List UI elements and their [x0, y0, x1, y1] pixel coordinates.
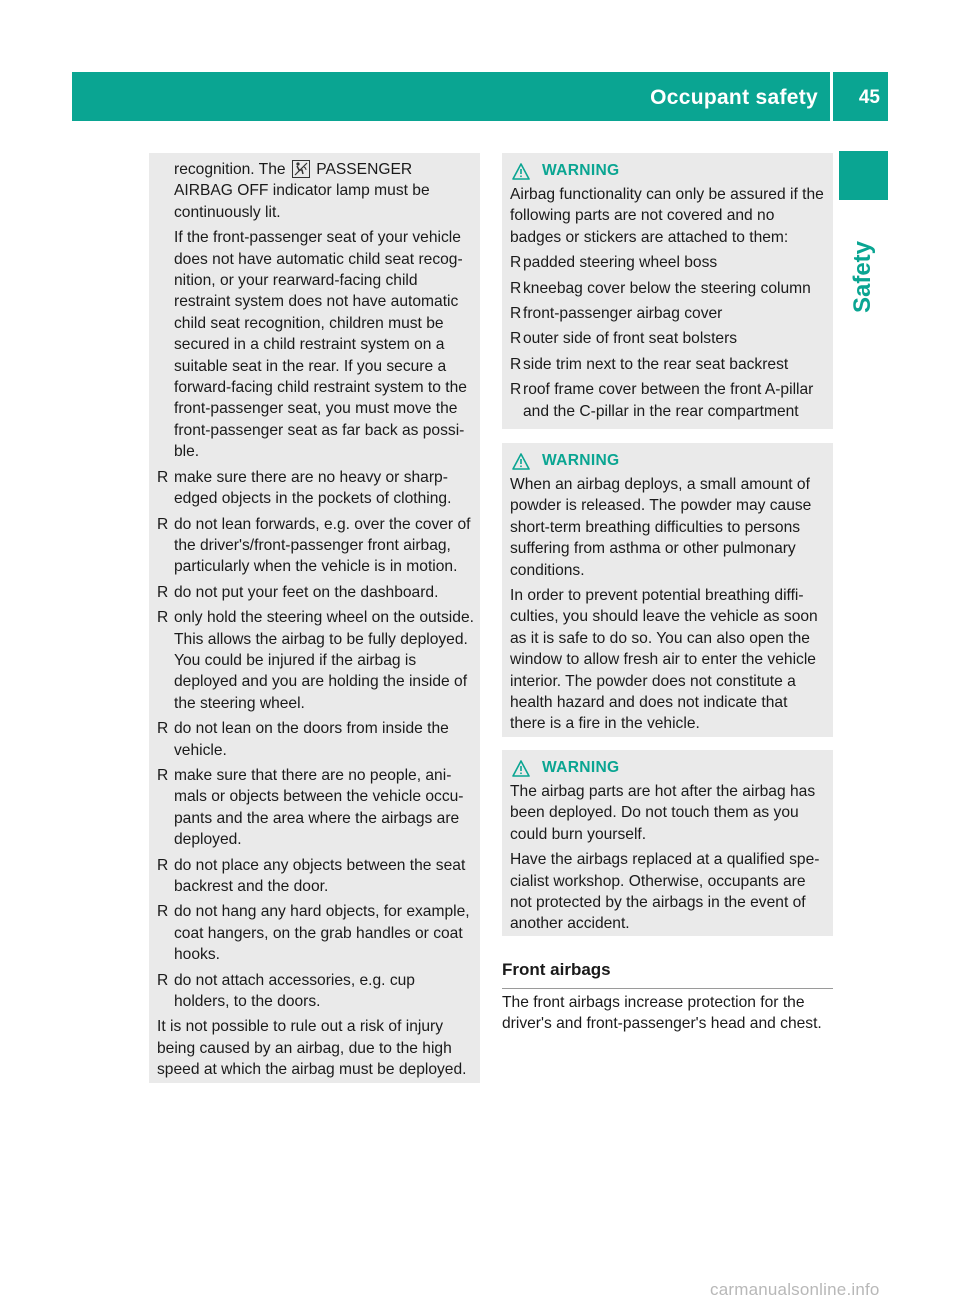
list-item — [510, 328, 825, 349]
list-item — [510, 278, 825, 299]
rear-seat-paragraph: If the front-passenger seat of your vehicle does not have automatic child seat recog-nition, or your rearward-facing child restraint system does not have automatic child seat recognition, children must be secured in a child restraint system on a suitable seat in the rear. If you secure a forward-facing child restraint system to the front-passenger seat, you must move the front-passenger seat as far back as possi-ble. — [174, 229, 467, 461]
warning-box — [502, 750, 833, 936]
warning-text: In order to prevent potential breathing diffi-culties, you should leave the vehicle as soon as it is safe to do so. You can also open the window to allow fresh air to enter the vehicle interior. The powder does not constitute a health hazard and does not indicate that there is a fire in the vehicle. — [510, 587, 818, 733]
list-item-text: roof frame cover between the front A-pillar and the C-pillar in the rear compartment — [523, 381, 814, 420]
warning-text: When an airbag deploys, a small amount of powder is released. The powder may cause short-term breathing difficulties to persons suffering from asthma or other pulmonary conditions. — [510, 476, 812, 579]
bullet-glyph: R — [510, 254, 522, 272]
bullet-glyph: R — [157, 468, 169, 486]
list-item-text: make sure that there are no people, ani-mals or objects between the vehicle occu-pants and the area where the airbags are deployed. — [174, 766, 464, 849]
warning-header — [510, 758, 825, 778]
list-item — [157, 607, 474, 714]
list-item — [157, 970, 474, 1013]
list-item — [510, 354, 825, 375]
list-item-text: do not lean forwards, e.g. over the cover of the driver's/front-passenger front airbag, particularly when the vehicle is in motion. — [174, 515, 471, 576]
list-item — [157, 855, 474, 898]
bullet-glyph: R — [510, 305, 522, 323]
list-item-text: do not lean on the doors from inside the vehicle. — [174, 720, 449, 759]
list-item-text: do not attach accessories, e.g. cup holders, to the doors. — [174, 971, 415, 1011]
watermark: carmanualsonline.info — [710, 1280, 880, 1299]
list-item — [157, 765, 474, 851]
bullet-glyph: R — [157, 609, 169, 627]
warning-text: Airbag functionality can only be assured if the following parts are not covered and no badges or stickers are attached to them: — [510, 186, 824, 246]
warning-title: WARNING — [542, 759, 620, 777]
side-tab-label: Safety — [849, 240, 877, 314]
bullet-glyph: R — [157, 766, 169, 784]
warning-triangle-icon — [512, 760, 530, 777]
list-item-text: make sure there are no heavy or sharp-edged objects in the pockets of clothing. — [174, 468, 452, 508]
section-body: The front airbags increase protection for the driver's and front-passenger's head and chest. — [502, 994, 822, 1033]
page-header — [72, 72, 888, 121]
list-item-text: kneebag cover below the steering column — [523, 279, 811, 297]
left-info-box — [149, 153, 480, 1083]
warning-text: Have the airbags replaced at a qualified spe-cialist workshop. Otherwise, occupants are not protected by the airbags in the event of another accident. — [510, 851, 820, 933]
closing-paragraph: It is not possible to rule out a risk of injury being caused by an airbag, due to the high speed at which the airbag must be deployed. — [157, 1018, 467, 1079]
list-item-text: only hold the steering wheel on the outside. This allows the airbag to be fully deployed. You could be injured if the airbag is deployed and you are holding the inside of the steering wheel. — [174, 609, 474, 712]
intro-text-rest: PASSENGER AIRBAG OFF indicator lamp must be continuously lit. — [174, 161, 430, 221]
list-item-text: do not put your feet on the dashboard. — [174, 583, 439, 601]
warning-triangle-icon — [512, 453, 530, 470]
warning-box — [502, 443, 833, 737]
bullet-glyph: R — [510, 330, 522, 348]
warning-box — [502, 153, 833, 429]
list-item-text: padded steering wheel boss — [523, 254, 718, 272]
list-item — [157, 901, 474, 965]
warning-header — [510, 161, 825, 181]
list-item — [510, 252, 825, 273]
header-divider — [830, 72, 833, 121]
bullet-glyph: R — [157, 971, 169, 989]
bullet-glyph: R — [157, 583, 169, 601]
page-number: 45 — [858, 87, 880, 108]
list-item — [510, 303, 825, 324]
bullet-glyph: R — [510, 355, 522, 373]
side-tab-marker — [839, 151, 888, 200]
list-item-text: do not place any objects between the seat backrest and the door. — [174, 856, 466, 895]
bullet-glyph: R — [157, 515, 169, 533]
list-item — [157, 514, 474, 578]
section-heading: Front airbags — [502, 960, 833, 989]
passenger-airbag-off-icon — [292, 160, 310, 178]
bullet-glyph: R — [157, 720, 169, 738]
list-item — [510, 379, 825, 422]
list-item — [157, 467, 474, 510]
list-item — [157, 718, 474, 761]
intro-text: recognition. The — [174, 161, 286, 178]
warning-triangle-icon — [512, 163, 530, 180]
intro-paragraph — [157, 159, 474, 223]
bullet-glyph: R — [510, 381, 522, 399]
list-item-text: front-passenger airbag cover — [523, 305, 723, 323]
section-title: Occupant safety — [650, 86, 818, 109]
bullet-glyph: R — [157, 903, 169, 921]
warning-title: WARNING — [542, 452, 620, 470]
warning-header — [510, 451, 825, 471]
list-item — [157, 582, 474, 603]
bullet-glyph: R — [157, 856, 169, 874]
list-item-text: outer side of front seat bolsters — [523, 330, 738, 348]
bullet-glyph: R — [510, 279, 522, 297]
list-item-text: do not hang any hard objects, for example, coat hangers, on the grab handles or coat hooks. — [174, 903, 470, 964]
warning-title: WARNING — [542, 162, 620, 180]
warning-text: The airbag parts are hot after the airbag has been deployed. Do not touch them as you could burn yourself. — [510, 783, 816, 843]
list-item-text: side trim next to the rear seat backrest — [523, 355, 789, 373]
side-tab[interactable] — [840, 212, 886, 342]
